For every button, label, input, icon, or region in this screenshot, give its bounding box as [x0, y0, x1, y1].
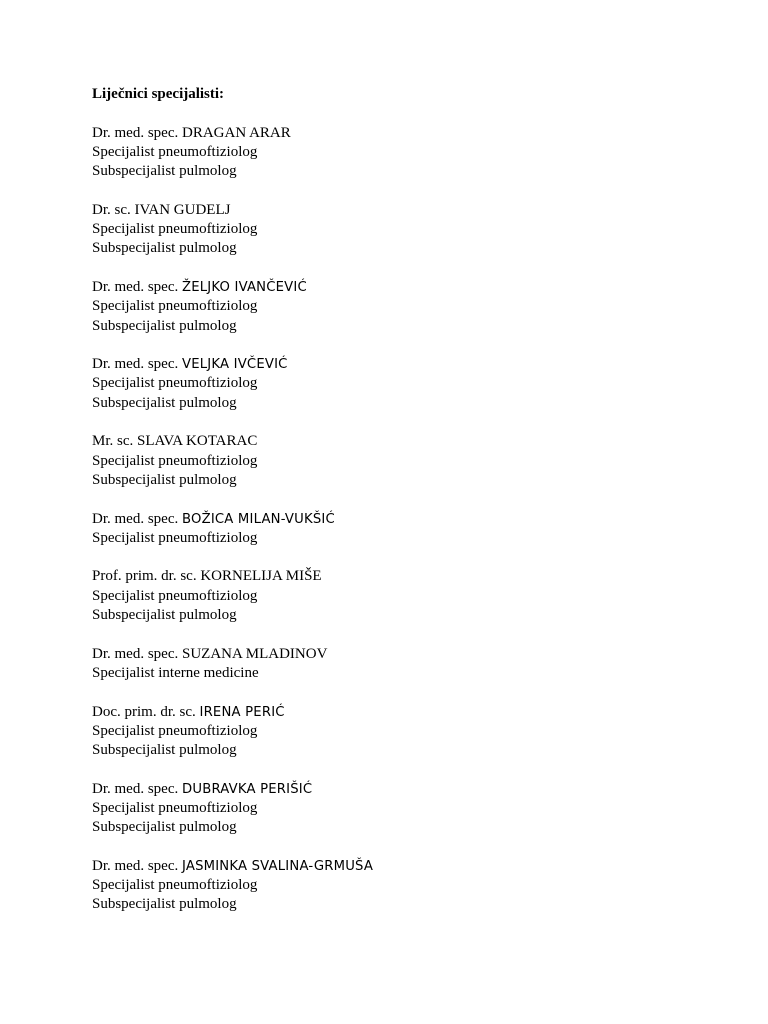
doctor-name-line	[92, 278, 692, 297]
doctor-entry	[92, 355, 692, 413]
doctor-entry	[92, 780, 692, 838]
specialization-line: Specijalist pneumoftiziolog	[92, 799, 258, 816]
doctor-entry	[92, 201, 692, 259]
doctor-entry	[92, 432, 692, 490]
doctor-name: JASMINKA SVALINA-GRMUŠA	[181, 858, 374, 874]
specialization-line: Subspecijalist pulmolog	[92, 607, 237, 624]
doctor-entry	[92, 645, 692, 684]
doctor-entry	[92, 124, 692, 182]
doctor-title: Dr. med. spec.	[92, 124, 179, 141]
doctor-name: KORNELIJA MIŠE	[200, 568, 322, 585]
doctor-title: Mr. sc.	[92, 433, 134, 450]
doctor-title: Dr. med. spec.	[92, 510, 179, 527]
doctor-name-line	[92, 645, 692, 664]
document-body	[92, 85, 692, 934]
specialization-line: Specijalist pneumoftiziolog	[92, 143, 258, 160]
doctor-name-line	[92, 432, 692, 451]
doctor-entry	[92, 703, 692, 761]
doctor-name-line	[92, 857, 692, 876]
specialization-line: Subspecijalist pulmolog	[92, 471, 237, 488]
doctor-entry	[92, 567, 692, 625]
specialization-line: Subspecijalist pulmolog	[92, 819, 237, 836]
doctor-title: Doc. prim. dr. sc.	[92, 703, 196, 720]
doctor-title: Dr. med. spec.	[92, 780, 179, 797]
doctor-name-line	[92, 201, 692, 220]
specialization-line: Subspecijalist pulmolog	[92, 317, 237, 334]
doctor-name: DRAGAN ARAR	[181, 124, 291, 141]
specialization-line: Specijalist pneumoftiziolog	[92, 877, 258, 894]
specialization-line: Specijalist pneumoftiziolog	[92, 221, 258, 238]
doctor-name: SLAVA KOTARAC	[137, 433, 258, 450]
doctor-title: Dr. med. spec.	[92, 645, 179, 662]
doctor-name-line	[92, 355, 692, 374]
doctor-title: Dr. sc.	[92, 201, 131, 218]
doctor-name-line	[92, 780, 692, 799]
doctor-name-line	[92, 124, 692, 143]
doctor-name: IVAN GUDELJ	[134, 201, 231, 218]
doctor-name: DUBRAVKA PERIŠIĆ	[181, 781, 313, 797]
specialization-line: Specijalist interne medicine	[92, 664, 259, 681]
specialization-line: Specijalist pneumoftiziolog	[92, 587, 258, 604]
doctor-name: SUZANA MLADINOV	[181, 645, 328, 662]
document-heading: Liječnici specijalisti:	[92, 86, 225, 102]
doctor-entry	[92, 857, 692, 915]
doctor-name: IRENA PERIĆ	[199, 704, 285, 720]
doctor-title: Dr. med. spec.	[92, 857, 179, 874]
specialization-line: Specijalist pneumoftiziolog	[92, 452, 258, 469]
doctor-title: Dr. med. spec.	[92, 278, 179, 295]
specialization-line: Subspecijalist pulmolog	[92, 240, 237, 257]
specialization-line: Subspecijalist pulmolog	[92, 394, 237, 411]
specialization-line: Specijalist pneumoftiziolog	[92, 375, 258, 392]
specialization-line: Subspecijalist pulmolog	[92, 163, 237, 180]
doctor-entry	[92, 278, 692, 336]
doctor-name-line	[92, 567, 692, 586]
specialization-line: Subspecijalist pulmolog	[92, 742, 237, 759]
specialization-line: Specijalist pneumoftiziolog	[92, 722, 258, 739]
specialization-line: Specijalist pneumoftiziolog	[92, 298, 258, 315]
doctor-name: VELJKA IVČEVIĆ	[181, 357, 288, 373]
doctor-name-line	[92, 703, 692, 722]
doctor-entry	[92, 510, 692, 549]
specialization-line: Subspecijalist pulmolog	[92, 896, 237, 913]
doctor-title: Prof. prim. dr. sc.	[92, 568, 197, 585]
specialization-line: Specijalist pneumoftiziolog	[92, 529, 258, 546]
doctor-name: BOŽICA MILAN-VUKŠIĆ	[181, 511, 335, 527]
doctor-name: ŽELJKO IVANČEVIĆ	[181, 279, 307, 295]
doctor-name-line	[92, 510, 692, 529]
doctor-title: Dr. med. spec.	[92, 356, 179, 373]
